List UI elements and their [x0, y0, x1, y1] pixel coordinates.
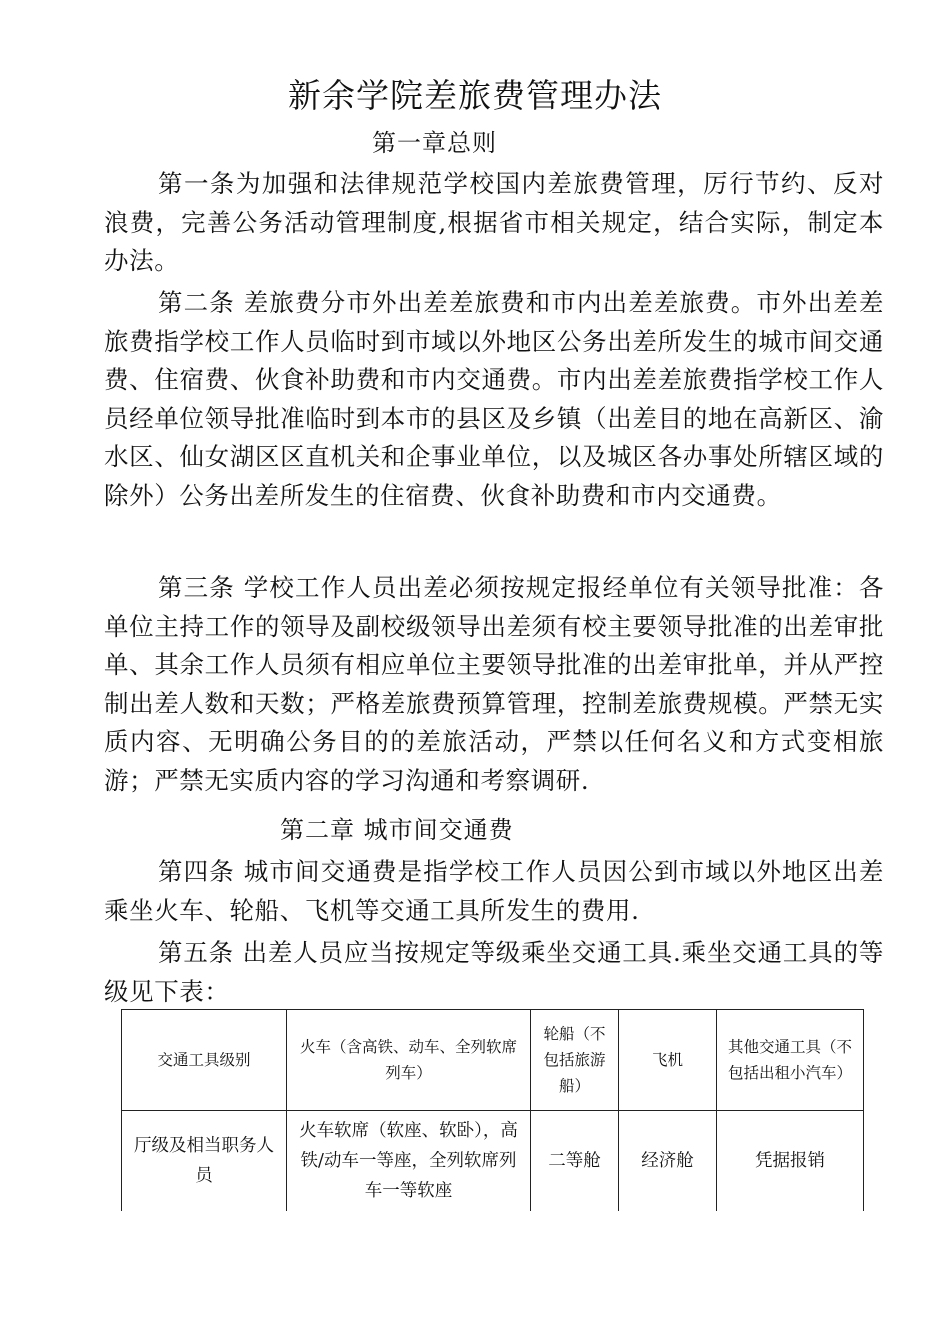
chapter-2-heading: 第二章 城市间交通费 [280, 816, 514, 844]
cell-ship: 二等舱 [531, 1111, 619, 1212]
header-level: 交通工具级别 [122, 1010, 287, 1111]
table-header-row [122, 1010, 864, 1111]
cell-train: 火车软席（软座、软卧），高铁/动车一等座，全列软席列车一等软座 [287, 1111, 531, 1212]
header-plane: 飞机 [619, 1010, 717, 1111]
chapter-1-heading: 第一章总则 [372, 129, 497, 157]
header-train: 火车（含高铁、动车、全列软席列车） [287, 1010, 531, 1111]
header-other: 其他交通工具（不包括出租小汽车） [717, 1010, 864, 1111]
cell-level: 厅级及相当职务人员 [122, 1111, 287, 1212]
cell-plane: 经济舱 [619, 1111, 717, 1212]
table-row [122, 1111, 864, 1212]
article-4: 第四条 城市间交通费是指学校工作人员因公到市域以外地区出差乘坐火车、轮船、飞机等交通工具所发生的费用. [104, 857, 884, 925]
header-ship: 轮船（不包括旅游船） [531, 1010, 619, 1111]
article-2: 第二条 差旅费分市外出差差旅费和市内出差差旅费。市外出差差旅费指学校工作人员临时到市域以外地区公务出差所发生的城市间交通费、住宿费、伙食补助费和市内交通费。市内出差差旅费指学校工作人员经单位领导批准临时到本市的县区及乡镇（出差目的地在高新区、渝水区、仙女湖区区直机关和企事业单位，以及城区各办事处所辖区域的除外）公务出差所发生的住宿费、伙食补助费和市内交通费。 [104, 288, 884, 510]
cell-other: 凭据报销 [717, 1111, 864, 1212]
article-3: 第三条 学校工作人员出差必须按规定报经单位有关领导批准：各单位主持工作的领导及副校级领导出差须有校主要领导批准的出差审批单、其余工作人员须有相应单位主要领导批准的出差审批单，并从严控制出差人数和天数；严格差旅费预算管理，控制差旅费规模。严禁无实质内容、无明确公务目的的差旅活动，严禁以任何名义和方式变相旅游；严禁无实质内容的学习沟通和考察调研. [104, 573, 884, 795]
article-5: 第五条 出差人员应当按规定等级乘坐交通工具.乘坐交通工具的等级见下表： [104, 938, 884, 1006]
document-title: 新余学院差旅费管理办法 [288, 76, 662, 115]
article-1: 第一条为加强和法律规范学校国内差旅费管理，厉行节约、反对浪费，完善公务活动管理制度,根据省市相关规定，结合实际，制定本办法。 [104, 169, 884, 276]
transport-grade-table [121, 1009, 864, 1211]
